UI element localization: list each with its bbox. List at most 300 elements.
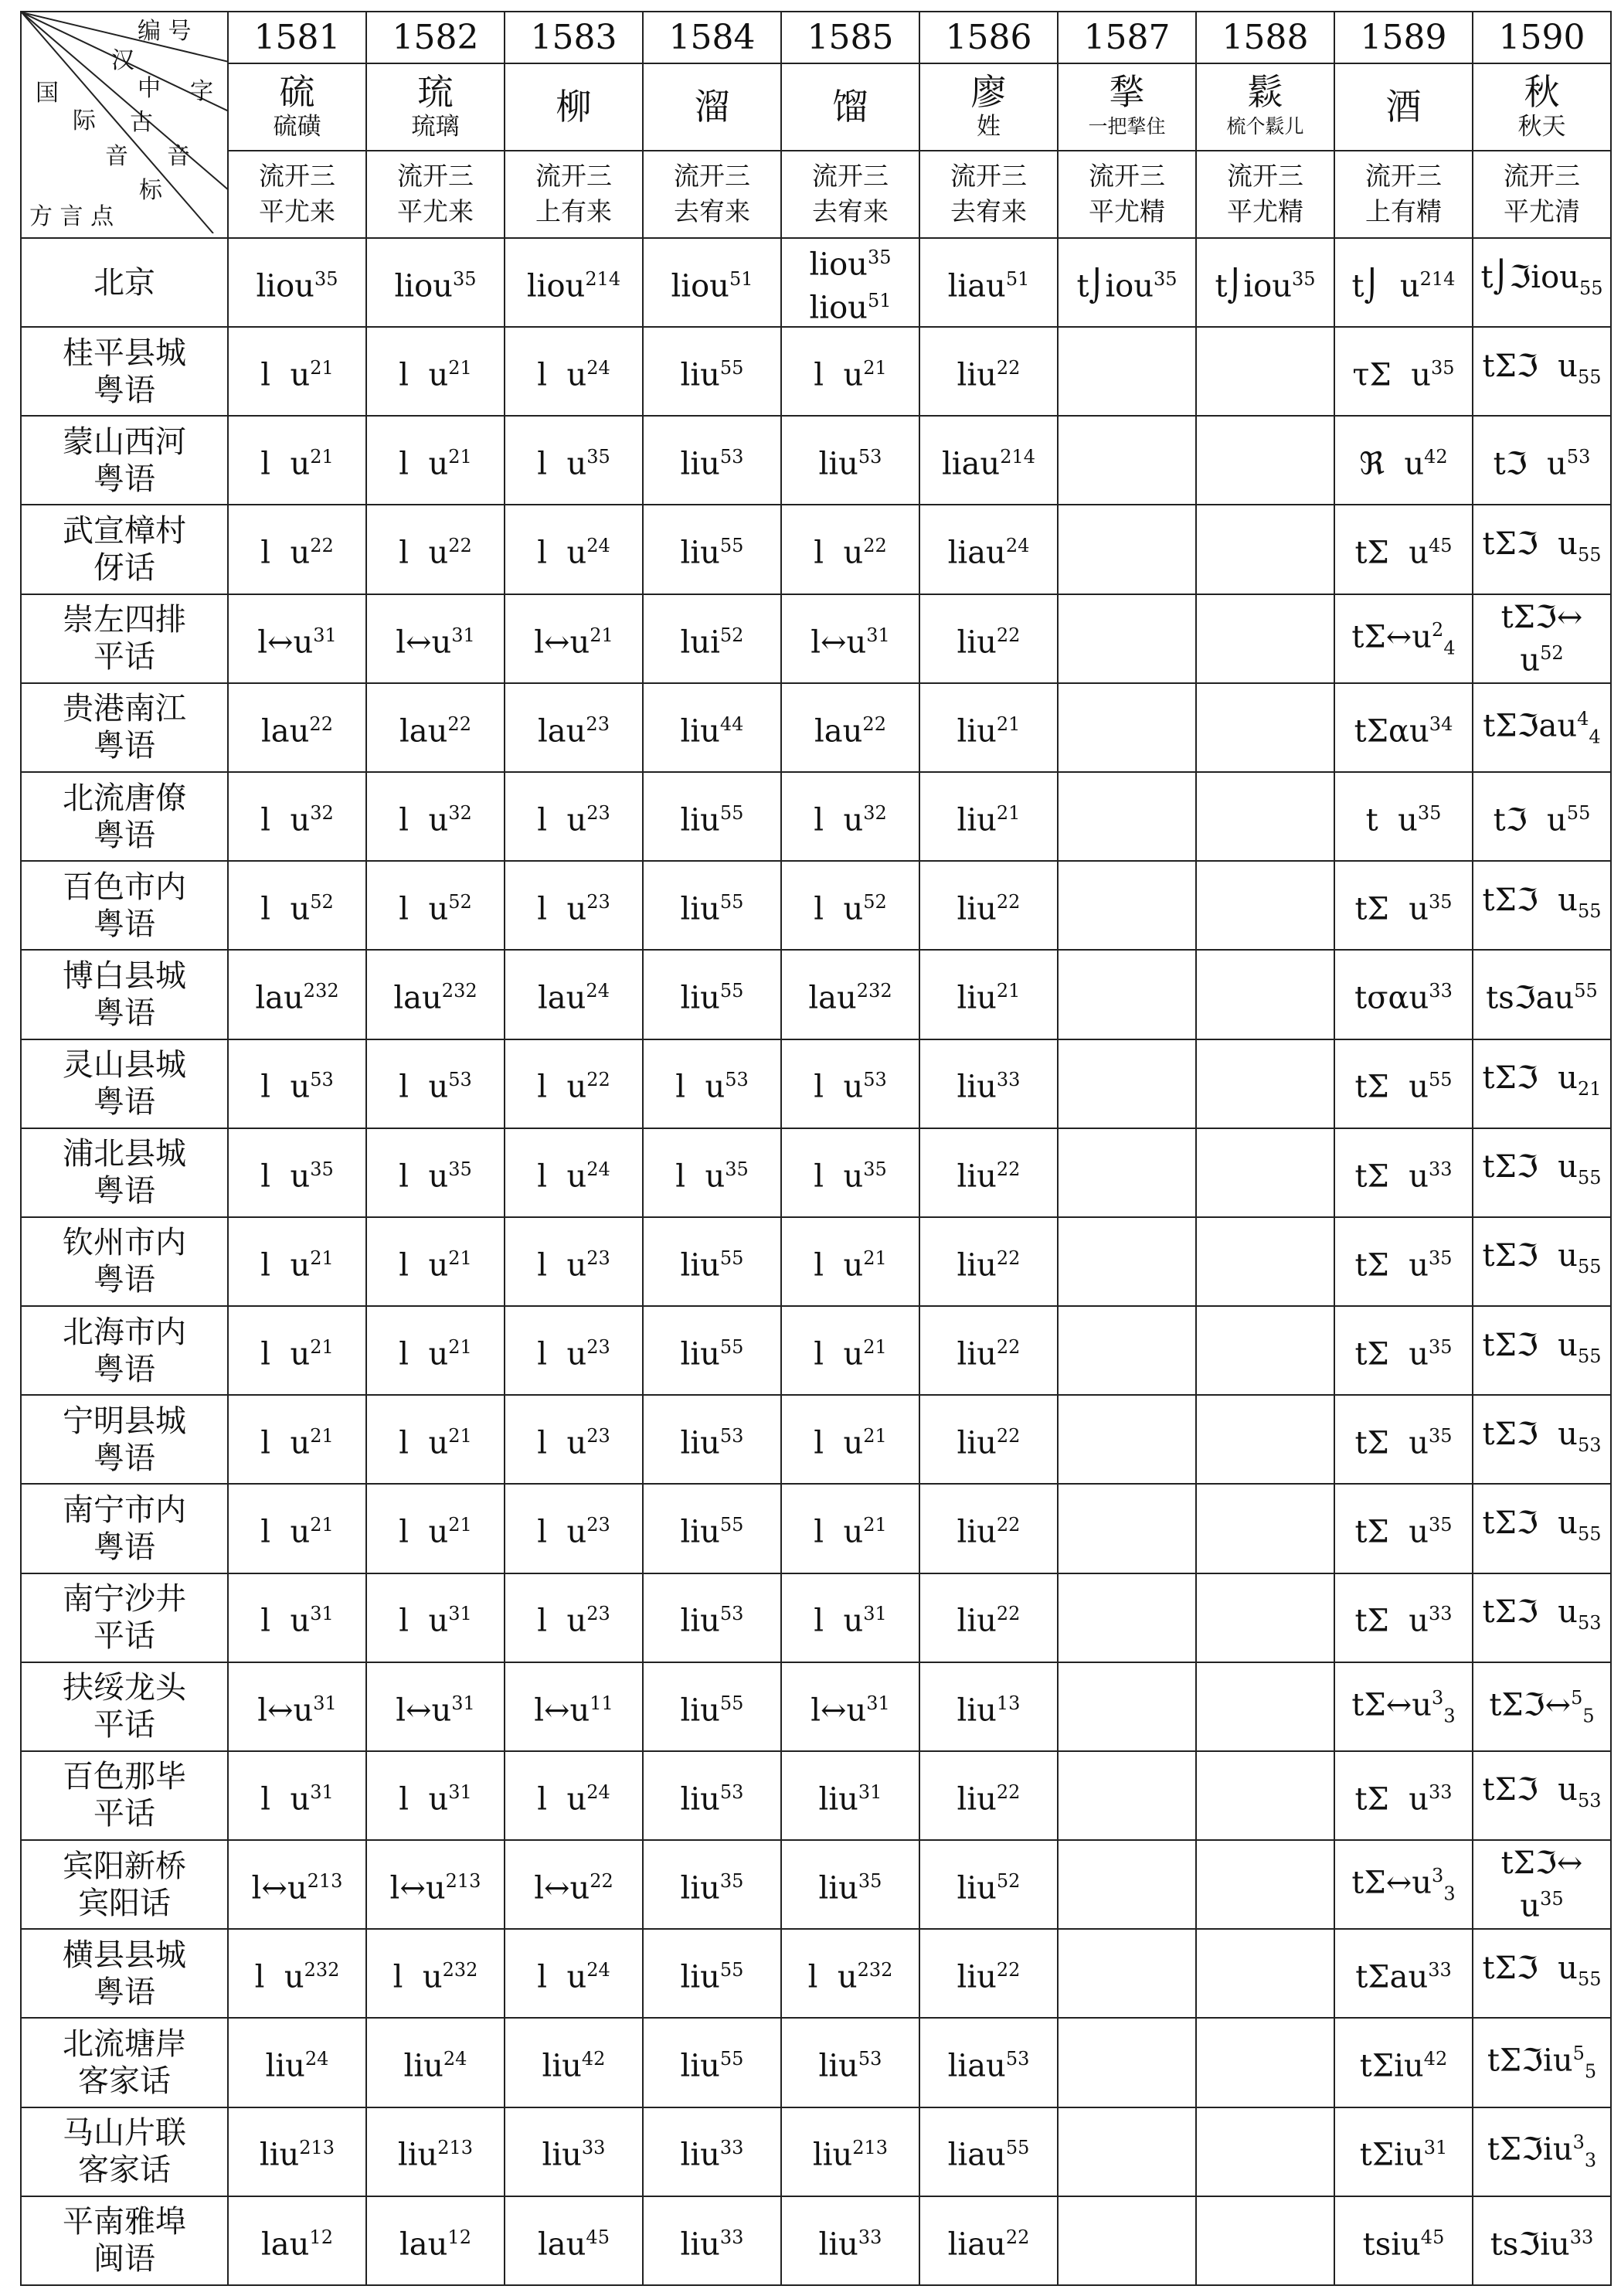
corner-label-gu: 古 <box>130 109 153 136</box>
pronunciation-cell <box>1058 2018 1196 2107</box>
pronunciation-cell <box>505 1395 643 1484</box>
character: 溜 <box>694 86 730 128</box>
pronunciation-cell <box>1196 1395 1334 1484</box>
corner-label-han: 汉 <box>111 47 134 74</box>
ipa-base: liu <box>680 1514 720 1550</box>
ipa-base: l u <box>814 1603 864 1639</box>
ipa-base: l u <box>399 1514 449 1550</box>
tone-superscript: 22 <box>310 535 334 557</box>
table-row <box>21 1128 1611 1217</box>
ipa-base: l u <box>260 1781 311 1818</box>
pronunciation <box>367 706 504 749</box>
tone-superscript: 21 <box>863 1425 887 1447</box>
tone-superscript: 44 <box>719 713 744 735</box>
pronunciation <box>644 884 780 927</box>
pronunciation-cell <box>366 1929 505 2018</box>
tone-superscript: 53 <box>448 1069 472 1091</box>
pronunciation <box>505 1774 642 1817</box>
ipa-base: l u <box>260 357 311 393</box>
pronunciation-cell <box>1058 1840 1196 1929</box>
tone-subscript: 55 <box>1577 1167 1602 1189</box>
tone-superscript: 31 <box>451 1692 475 1714</box>
pronunciation <box>782 973 919 1015</box>
ipa-base: liu <box>542 2048 582 2084</box>
ipa-base: liu <box>818 446 858 482</box>
ipa-base: t⌡iou <box>1215 268 1292 304</box>
pronunciation-cell <box>1058 505 1196 594</box>
tone-superscript: 12 <box>447 2226 471 2248</box>
tone-superscript: 31 <box>310 1781 334 1803</box>
pronunciation-cell <box>781 1217 919 1306</box>
dialect-point <box>21 1306 228 1395</box>
table-row <box>21 1662 1611 1751</box>
pronunciation <box>505 1329 642 1372</box>
pronunciation-cell <box>781 238 919 327</box>
pronunciation-cell <box>366 1306 505 1395</box>
pronunciation <box>505 1062 642 1104</box>
table-row <box>21 1929 1611 2018</box>
dialect-point-label: 粤语 <box>93 817 155 853</box>
ipa-base: l u <box>399 802 449 838</box>
tone-superscript: 55 <box>719 535 744 557</box>
dialect-point-label: 粤语 <box>93 906 155 942</box>
ipa-base: l u <box>814 1425 864 1461</box>
column-number <box>643 12 781 63</box>
ipa-base: liou <box>526 268 586 304</box>
pronunciation-cell <box>643 2018 781 2107</box>
pronunciation-cell <box>228 861 366 950</box>
pronunciation-cell <box>1334 1484 1473 1573</box>
pronunciation-cell <box>919 2196 1058 2285</box>
pronunciation-cell <box>781 2018 919 2107</box>
table-row <box>21 327 1611 416</box>
pronunciation-cell <box>781 1395 919 1484</box>
pronunciation-cell <box>505 238 643 327</box>
pronunciation <box>644 2219 780 2262</box>
ipa-base: t u <box>1365 802 1418 838</box>
column-number <box>1196 12 1334 63</box>
tone-superscript: 23 <box>586 713 610 735</box>
pronunciation <box>367 528 504 570</box>
tone-superscript: 33 <box>1429 980 1453 1002</box>
dialect-point-label: 粤语 <box>93 1351 155 1387</box>
ipa-base: l↔u <box>396 624 452 660</box>
pronunciation <box>367 1240 504 1283</box>
pronunciation-cell <box>919 1751 1058 1840</box>
pronunciation-cell <box>781 683 919 772</box>
pronunciation-cell <box>919 1128 1058 1217</box>
pronunciation-cell <box>1196 2196 1334 2285</box>
ipa-base: liu <box>680 2048 720 2084</box>
tone-superscript: 31 <box>448 1781 472 1803</box>
pronunciation-cell <box>1058 238 1196 327</box>
table-row <box>21 1840 1611 1929</box>
ipa-base: tΣ↔u <box>1351 1686 1432 1723</box>
dialect-point <box>21 1662 228 1751</box>
pronunciation <box>920 1596 1057 1638</box>
pronunciation <box>505 2219 642 2262</box>
ipa-base: liau <box>941 446 1001 482</box>
pronunciation <box>782 1418 919 1461</box>
ipa-base: lau <box>538 2226 586 2263</box>
dialect-point <box>21 2107 228 2196</box>
tone-superscript: 21 <box>310 357 334 379</box>
table-row <box>21 505 1611 594</box>
tone-superscript: 55 <box>1574 980 1598 1002</box>
pronunciation-cell <box>228 594 366 683</box>
pronunciation <box>782 617 919 660</box>
pronunciation-cell <box>643 416 781 505</box>
pronunciation <box>644 350 780 393</box>
pronunciation-cell <box>505 2018 643 2107</box>
pronunciation-cell <box>228 2107 366 2196</box>
pronunciation <box>920 439 1057 481</box>
tone-subscript: 53 <box>1577 1434 1602 1456</box>
table-row <box>21 1395 1611 1484</box>
pronunciation-cell <box>505 416 643 505</box>
tone-subscript: 55 <box>1577 1968 1602 1990</box>
pronunciation-cell <box>1473 772 1611 861</box>
ipa-base: tΣ u <box>1354 1158 1429 1194</box>
pronunciation <box>920 350 1057 393</box>
tone-superscript: 31 <box>858 1781 882 1803</box>
column-middle-chinese <box>1058 151 1196 238</box>
pronunciation-cell <box>1196 238 1334 327</box>
tone-superscript: 232 <box>441 980 477 1002</box>
ipa-base: liau <box>947 535 1006 571</box>
pronunciation-cell <box>1058 950 1196 1039</box>
ipa-base: l u <box>537 1158 587 1194</box>
pronunciation <box>229 261 365 304</box>
pronunciation <box>1473 883 1610 929</box>
pronunciation-cell <box>1196 1306 1334 1395</box>
pronunciation-cell <box>1334 772 1473 861</box>
ipa-base: l u <box>537 802 587 838</box>
ipa-base: liu <box>957 357 997 393</box>
pronunciation <box>920 1062 1057 1104</box>
pronunciation <box>505 1151 642 1194</box>
pronunciation <box>1473 1417 1610 1463</box>
table-row <box>21 1484 1611 1573</box>
tone-subscript: 3 <box>1443 1704 1456 1726</box>
pronunciation <box>229 884 365 927</box>
pronunciation <box>367 1062 504 1104</box>
pronunciation <box>782 240 919 282</box>
pronunciation-cell <box>505 1306 643 1395</box>
ipa-base: l↔u <box>534 1692 590 1728</box>
pronunciation-cell <box>919 1395 1058 1484</box>
pronunciation <box>229 1774 365 1817</box>
ipa-base: tΣiu <box>1359 2048 1424 2084</box>
pronunciation <box>644 1240 780 1283</box>
tone-superscript: 55 <box>719 1692 744 1714</box>
dialect-point-label: 横县县城 <box>63 1937 186 1973</box>
pronunciation <box>920 1151 1057 1194</box>
column-character <box>643 63 781 151</box>
pronunciation-cell <box>919 2107 1058 2196</box>
tone-superscript: 31 <box>313 1692 337 1714</box>
ipa-base: liu <box>680 446 720 482</box>
tone-superscript: 21 <box>863 1335 887 1358</box>
column-number-text: 1585 <box>807 17 894 57</box>
pronunciation <box>1473 1772 1610 1818</box>
pronunciation <box>782 1952 919 1995</box>
pronunciation-cell <box>919 683 1058 772</box>
pronunciation <box>920 2219 1057 2262</box>
pronunciation <box>367 973 504 1015</box>
pronunciation <box>920 1507 1057 1549</box>
tone-superscript: 21 <box>448 357 472 379</box>
ipa-base: τΣ u <box>1352 357 1432 393</box>
tone-superscript: 53 <box>1005 2048 1030 2070</box>
dialect-point <box>21 1484 228 1573</box>
dialect-point-label: 百色那毕 <box>63 1759 186 1795</box>
pronunciation-cell <box>228 772 366 861</box>
pronunciation <box>644 1685 780 1728</box>
ipa-base: tΣ u <box>1354 1603 1429 1639</box>
tone-subscript: 55 <box>1577 900 1602 922</box>
pronunciation <box>782 795 919 838</box>
tone-superscript: 2 <box>1432 618 1444 641</box>
tone-superscript: 35 <box>1429 1425 1453 1447</box>
column-middle-chinese <box>919 151 1058 238</box>
tone-superscript: 24 <box>304 2048 329 2070</box>
tone-superscript: 33 <box>719 2137 744 2159</box>
ipa-base: lau <box>399 2226 448 2263</box>
pronunciation <box>1473 1845 1610 1881</box>
tone-superscript: 3 <box>1432 1686 1444 1709</box>
tone-superscript: 33 <box>1429 1158 1453 1180</box>
pronunciation <box>920 1418 1057 1461</box>
pronunciation <box>644 706 780 749</box>
pronunciation <box>367 1507 504 1549</box>
tone-superscript: 22 <box>996 1335 1021 1358</box>
ipa-base: liu <box>957 1603 997 1639</box>
pronunciation <box>229 2041 365 2083</box>
ipa-base: liu <box>957 980 997 1016</box>
ipa-base: l u <box>399 1603 449 1639</box>
pronunciation <box>367 1863 504 1906</box>
pronunciation-cell <box>781 1484 919 1573</box>
ipa-base: l u <box>260 446 311 482</box>
dialect-point-label: 北流唐僚 <box>63 780 186 816</box>
pronunciation-cell <box>1473 505 1611 594</box>
column-number <box>228 12 366 63</box>
pronunciation <box>1335 528 1472 570</box>
pronunciation-cell <box>1196 1929 1334 2018</box>
ipa-base: liu <box>818 1781 858 1818</box>
dialect-point <box>21 861 228 950</box>
dialect-point-label: 博白县城 <box>63 958 186 994</box>
dialect-point <box>21 1217 228 1306</box>
tone-subscript: 55 <box>1579 277 1603 299</box>
table-row <box>21 594 1611 683</box>
tone-superscript: 22 <box>1005 2226 1030 2248</box>
pronunciation <box>920 617 1057 660</box>
tone-superscript: 35 <box>867 247 892 269</box>
tone-superscript: 53 <box>858 446 882 468</box>
pronunciation-cell <box>1334 1662 1473 1751</box>
pronunciation-cell <box>1473 2018 1611 2107</box>
pronunciation-cell <box>228 1929 366 2018</box>
pronunciation <box>505 706 642 749</box>
dialect-point-label: 闽语 <box>93 2241 155 2277</box>
pronunciation-cell <box>1473 683 1611 772</box>
tone-superscript: 35 <box>1429 1247 1453 1269</box>
tone-superscript: 22 <box>447 713 471 735</box>
pronunciation-cell <box>1058 861 1196 950</box>
ipa-base: l u <box>814 1514 864 1550</box>
ipa-base: liu <box>680 1781 720 1818</box>
tone-subscript: 55 <box>1577 1256 1602 1278</box>
pronunciation <box>367 1596 504 1638</box>
dialect-point-label: 钦州市内 <box>63 1225 186 1261</box>
pronunciation-cell <box>1334 2107 1473 2196</box>
pronunciation-cell <box>366 2018 505 2107</box>
table-row <box>21 1306 1611 1395</box>
pronunciation-cell <box>505 1662 643 1751</box>
tone-superscript: 33 <box>858 2226 882 2248</box>
tone-subscript: 3 <box>1584 2149 1597 2172</box>
tone-subscript: 5 <box>1584 2060 1597 2083</box>
pronunciation-cell <box>919 416 1058 505</box>
pronunciation <box>782 1062 919 1104</box>
tone-superscript: 21 <box>448 1247 472 1269</box>
tone-superscript: 21 <box>590 624 613 646</box>
pronunciation-cell <box>228 1306 366 1395</box>
table-row <box>21 950 1611 1039</box>
ipa-base: l u <box>537 446 587 482</box>
tone-superscript: 21 <box>448 1335 472 1358</box>
pronunciation-cell <box>919 1840 1058 1929</box>
pronunciation <box>229 1507 365 1549</box>
ipa-base: l u <box>814 1247 864 1284</box>
character-gloss: 硫磺 <box>273 113 321 141</box>
column-number-text: 1584 <box>668 17 756 57</box>
dialect-point <box>21 1395 228 1484</box>
tone-superscript: 23 <box>586 1425 610 1447</box>
tone-superscript: 53 <box>719 1781 744 1803</box>
tone-superscript: 24 <box>1005 535 1030 557</box>
pronunciation <box>1335 1329 1472 1372</box>
pronunciation <box>1473 1238 1610 1284</box>
pronunciation-cell <box>228 1217 366 1306</box>
ipa-base: liu <box>680 1336 720 1372</box>
pronunciation-cell <box>228 1662 366 1751</box>
pronunciation-cell <box>1334 1306 1473 1395</box>
pronunciation-cell <box>1196 772 1334 861</box>
middle-chinese-class: 流开三 <box>1227 161 1303 192</box>
ipa-base: liu <box>957 1514 997 1550</box>
tone-superscript: 35 <box>1540 1887 1564 1910</box>
character-gloss: 秋天 <box>1517 113 1566 141</box>
corner-label-zi: 字 <box>190 78 213 105</box>
tone-superscript: 33 <box>581 2137 606 2159</box>
pronunciation <box>782 1507 919 1549</box>
pronunciation <box>920 973 1057 1015</box>
column-middle-chinese <box>781 151 919 238</box>
pronunciation-cell <box>366 1039 505 1128</box>
tone-superscript: 55 <box>719 801 744 824</box>
pronunciation-cell <box>1196 861 1334 950</box>
tone-superscript: 21 <box>310 1247 334 1269</box>
ipa-base: lau <box>538 980 586 1016</box>
tone-superscript: 52 <box>448 891 472 913</box>
pronunciation-cell <box>505 950 643 1039</box>
pronunciation <box>920 261 1057 304</box>
pronunciation-cell <box>919 594 1058 683</box>
pronunciation <box>920 2041 1057 2083</box>
pronunciation <box>505 1863 642 1906</box>
tone-superscript: 21 <box>448 1425 472 1447</box>
middle-chinese-class: 去宥来 <box>950 196 1027 227</box>
dialect-point <box>21 594 228 683</box>
pronunciation-cell <box>1473 1751 1611 1840</box>
ipa-base: l u <box>260 1069 311 1105</box>
pronunciation-cell <box>1334 1929 1473 2018</box>
pronunciation <box>920 528 1057 570</box>
pronunciation-cell <box>505 1573 643 1662</box>
character: 秋 <box>1524 71 1560 114</box>
tone-subscript: 55 <box>1577 1522 1602 1545</box>
pronunciation-cell <box>1058 772 1196 861</box>
ipa-base: tΣℑ u <box>1482 1238 1578 1274</box>
pronunciation-cell <box>366 2107 505 2196</box>
tone-superscript: 35 <box>1429 1514 1453 1536</box>
tone-superscript: 55 <box>719 980 744 1002</box>
dialect-point-label: 宁明县城 <box>63 1403 186 1439</box>
ipa-base: liu <box>680 535 720 571</box>
tone-superscript: 35 <box>452 267 477 290</box>
tone-superscript: 42 <box>1424 446 1448 468</box>
pronunciation-cell <box>1334 861 1473 950</box>
tone-superscript: 31 <box>1423 2137 1448 2159</box>
ipa-base: liau <box>947 2048 1006 2084</box>
pronunciation-cell <box>781 594 919 683</box>
tone-superscript: 45 <box>586 2226 610 2248</box>
pronunciation <box>782 1774 919 1817</box>
ipa-base: l u <box>814 1336 864 1372</box>
pronunciation <box>1335 1858 1472 1911</box>
pronunciation-cell <box>1196 1217 1334 1306</box>
tone-superscript: 55 <box>1005 2137 1030 2159</box>
pronunciation-cell <box>1334 1840 1473 1929</box>
pronunciation <box>229 706 365 749</box>
ipa-base: tΣ u <box>1354 1069 1429 1105</box>
pronunciation <box>505 1418 642 1461</box>
tone-superscript: 42 <box>581 2048 606 2070</box>
ipa-base: tΣiu <box>1359 2137 1424 2173</box>
pronunciation-cell <box>505 1128 643 1217</box>
tone-superscript: 13 <box>996 1692 1021 1714</box>
pronunciation <box>920 884 1057 927</box>
column-number-text: 1581 <box>253 17 341 57</box>
character-gloss: 姓 <box>977 113 1001 141</box>
pronunciation-cell <box>1058 1662 1196 1751</box>
pronunciation-cell <box>366 1395 505 1484</box>
tone-superscript: 11 <box>590 1692 613 1714</box>
pronunciation <box>1335 884 1472 927</box>
tone-superscript: 55 <box>1566 801 1591 824</box>
pronunciation <box>367 1151 504 1194</box>
middle-chinese-class: 流开三 <box>1365 161 1442 192</box>
pronunciation-cell <box>1196 416 1334 505</box>
tone-superscript: 53 <box>719 1603 744 1625</box>
ipa-base: l u <box>537 1959 587 1995</box>
tone-superscript: 24 <box>586 357 610 379</box>
pronunciation-cell <box>1473 238 1611 327</box>
tone-superscript: 32 <box>863 801 887 824</box>
